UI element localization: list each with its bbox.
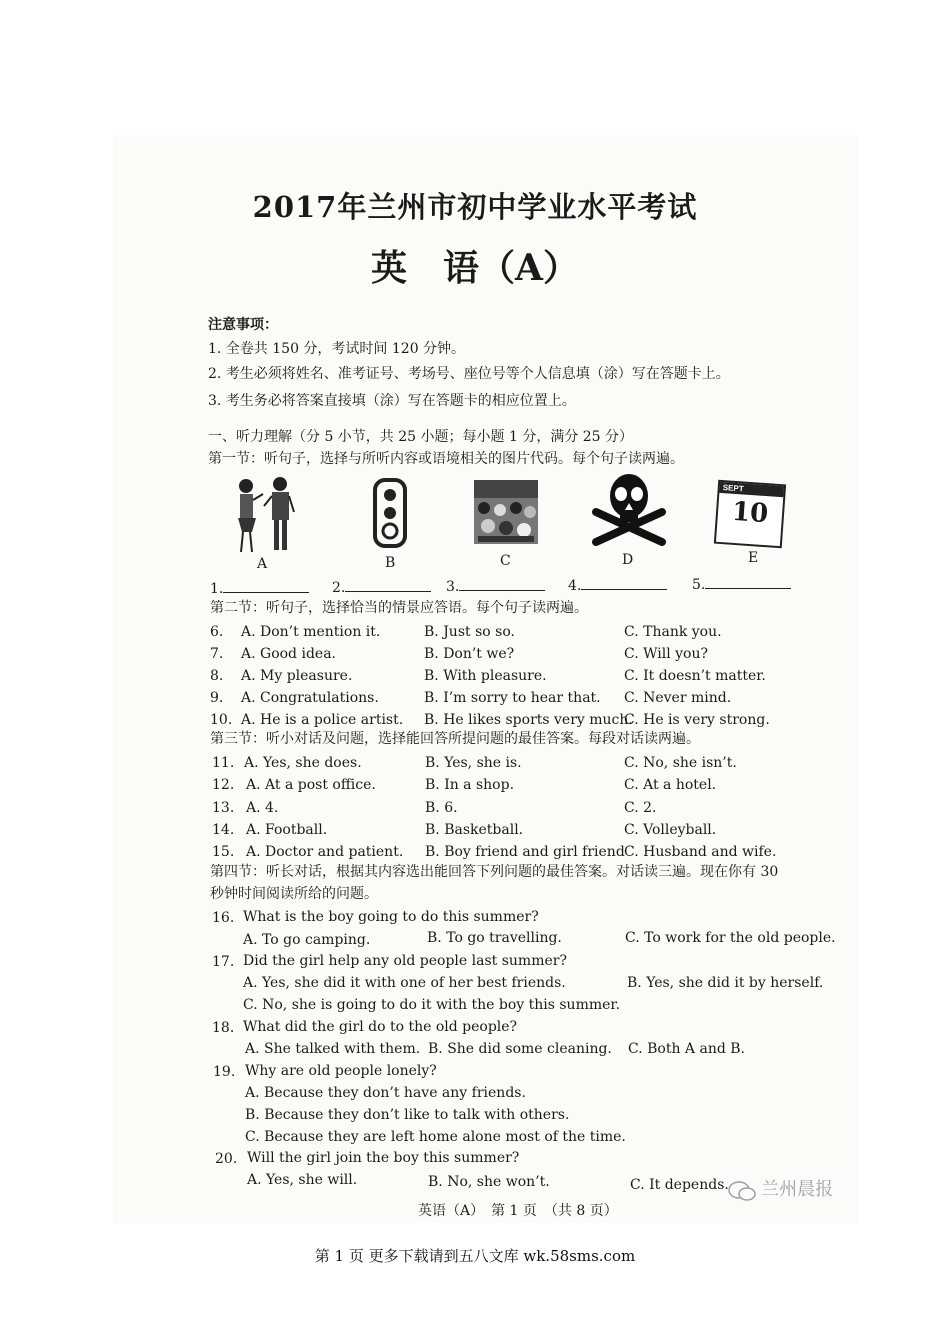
option-b: B. Yes, she did it by herself. [627, 975, 824, 991]
question-number: 6. [210, 624, 224, 640]
notice-item: 1. 全卷共 150 分，考试时间 120 分钟。 [208, 341, 466, 357]
blank-number: 1. [210, 581, 224, 597]
option-c: C. Never mind. [624, 690, 732, 706]
option-b: B. No, she won’t. [428, 1174, 550, 1190]
blank-number: 2. [332, 580, 346, 596]
question-number: 20. [215, 1151, 238, 1167]
notice-item: 2. 考生必须将姓名、准考证号、考场号、座位号等个人信息填（涂）写在答题卡上。 [208, 366, 730, 382]
option-b: B. To go travelling. [427, 930, 562, 946]
option-c: C. It doesn’t matter. [624, 668, 766, 684]
option-c: C. No, she isn’t. [624, 755, 737, 771]
section3-instruction: 第三节：听小对话及问题，选择能回答所提问题的最佳答案。每段对话读两遍。 [210, 731, 700, 747]
blank-number: 3. [446, 579, 460, 595]
question-number: 10. [210, 712, 233, 728]
option-a: A. Yes, she does. [244, 755, 362, 771]
question-text: What is the boy going to do this summer? [243, 909, 539, 925]
option-a: A. Doctor and patient. [246, 844, 404, 860]
picture-label: E [748, 550, 759, 566]
option-b: B. Just so so. [424, 624, 515, 640]
subject-title: 英 语（A） [371, 247, 579, 289]
option-a: A. My pleasure. [241, 668, 353, 684]
question-number: 17. [212, 954, 235, 970]
option-a: A. Don’t mention it. [241, 624, 381, 640]
part1-heading: 一、听力理解（分 5 小节，共 25 小题；每小题 1 分，满分 25 分） [208, 429, 634, 445]
option-b: B. In a shop. [425, 777, 515, 793]
question-number: 18. [212, 1020, 235, 1036]
option-a: A. To go camping. [243, 932, 371, 948]
watermark-text: 兰州晨报 [761, 1179, 834, 1200]
blank-number: 4. [568, 578, 582, 594]
section4-instruction: 秒钟时间阅读所给的问题。 [210, 886, 378, 902]
option-b: B. Yes, she is. [425, 755, 522, 771]
option-c: C. No, she is going to do it with the boy this summer. [243, 997, 621, 1013]
picture-label: B [385, 555, 396, 571]
answer-blank [446, 576, 545, 596]
option-a: A. At a post office. [246, 777, 376, 793]
watermark [728, 1175, 833, 1202]
question-number: 15. [212, 844, 235, 860]
option-b: B. Because they don’t like to talk with others. [245, 1107, 570, 1123]
option-c: C. Volleyball. [624, 822, 717, 838]
option-b: B. 6. [425, 800, 458, 816]
notice-heading: 注意事项： [208, 317, 278, 333]
option-c: C. Husband and wife. [624, 844, 777, 860]
option-a: A. 4. [246, 800, 279, 816]
option-a: A. Because they don’t have any friends. [245, 1085, 526, 1101]
option-c: C. To work for the old people. [625, 930, 836, 946]
traffic-light-picture [370, 478, 410, 548]
option-b: B. Don’t we? [424, 646, 515, 662]
option-a: A. Yes, she will. [247, 1172, 358, 1188]
exam-title: 2017年兰州市初中学业水平考试 [252, 190, 698, 224]
notice-item: 3. 考生务必将答案直接填（涂）写在答题卡的相应位置上。 [208, 393, 576, 409]
calendar-month: SEPT [719, 482, 784, 497]
option-a: A. Football. [246, 822, 328, 838]
answer-blank [210, 578, 309, 598]
blank-number: 5. [692, 577, 706, 593]
option-b: B. With pleasure. [424, 668, 547, 684]
picture-label: C [500, 553, 511, 569]
wechat-icon [728, 1180, 756, 1202]
question-number: 11. [212, 755, 235, 771]
document-footer: 第 1 页 更多下载请到五八文库 wk.58sms.com [314, 1247, 636, 1265]
option-c: C. At a hotel. [624, 777, 717, 793]
option-c: C. It depends. [630, 1177, 729, 1193]
answer-blank [568, 575, 667, 595]
question-text: What did the girl do to the old people? [243, 1019, 518, 1035]
question-number: 19. [213, 1064, 236, 1080]
couple-talking-picture [228, 474, 310, 556]
option-a: A. He is a police artist. [241, 712, 404, 728]
question-number: 12. [212, 777, 235, 793]
question-number: 14. [212, 822, 235, 838]
crowd-picture [474, 480, 538, 544]
option-a: A. Good idea. [241, 646, 336, 662]
question-number: 8. [210, 668, 224, 684]
question-text: Did the girl help any old people last summer? [243, 953, 567, 969]
picture-label: A [257, 556, 268, 572]
option-b: B. He likes sports very much. [424, 712, 633, 728]
section4-instruction: 第四节：听长对话，根据其内容选出能回答下列问题的最佳答案。对话读三遍。现在你有 30 [210, 864, 779, 880]
option-b: B. Basketball. [425, 822, 524, 838]
option-a: A. She talked with them. [245, 1041, 421, 1057]
option-c: C. He is very strong. [624, 712, 770, 728]
option-a: A. Yes, she did it with one of her best friends. [243, 975, 566, 991]
calendar-day: 10 [730, 496, 770, 530]
option-c: C. 2. [624, 800, 657, 816]
answer-blank [692, 574, 791, 594]
option-b: B. She did some cleaning. [428, 1041, 612, 1057]
question-text: Will the girl join the boy this summer? [247, 1150, 520, 1166]
section1-instruction: 第一节：听句子，选择与所听内容或语境相关的图片代码。每个句子读两遍。 [208, 451, 684, 467]
skull-crossbones-picture [590, 468, 668, 546]
picture-label: D [622, 552, 634, 568]
option-c: C. Both A and B. [628, 1041, 745, 1057]
question-number: 7. [210, 646, 224, 662]
option-c: C. Thank you. [624, 624, 722, 640]
exam-page-footer: 英语（A） 第 1 页 （共 8 页） [418, 1203, 618, 1219]
question-number: 13. [212, 800, 235, 816]
question-text: Why are old people lonely? [245, 1063, 437, 1079]
question-number: 16. [212, 910, 235, 926]
option-b: B. I’m sorry to hear that. [424, 690, 601, 706]
option-a: A. Congratulations. [241, 690, 379, 706]
calendar-picture [714, 480, 786, 549]
section2-instruction: 第二节：听句子，选择恰当的情景应答语。每个句子读两遍。 [210, 600, 588, 616]
question-number: 9. [210, 690, 224, 706]
option-c: C. Will you? [624, 646, 708, 662]
answer-blank [332, 577, 431, 597]
option-b: B. Boy friend and girl friend [425, 844, 625, 860]
option-c: C. Because they are left home alone most of the time. [245, 1129, 626, 1145]
